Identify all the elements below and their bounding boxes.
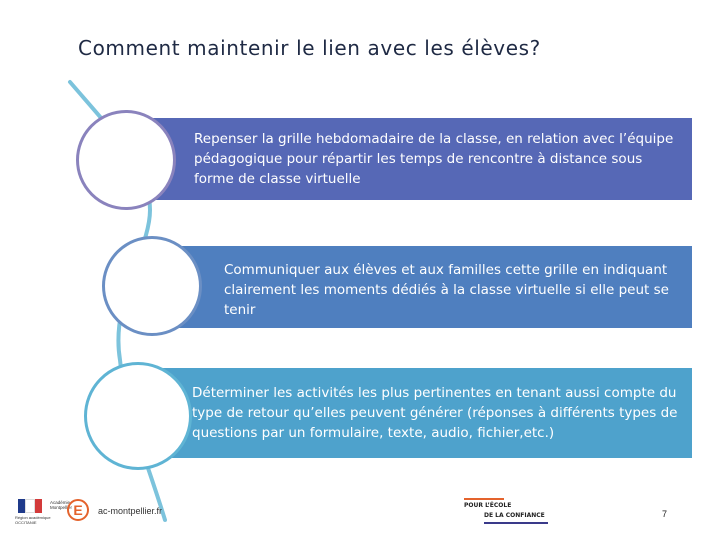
list-item-band-2 bbox=[176, 246, 692, 328]
list-item-band-1 bbox=[150, 118, 692, 200]
list-item-text-2: Communiquer aux élèves et aux familles cette grille en indiquant clairement les moments dédiés à la classe virtuelle si elle peut se tenir bbox=[224, 262, 669, 318]
list-item-text-1: Repenser la grille hebdomadaire de la classe, en relation avec l’équipe pédagogique pour répartir les temps de rencontre à distance sous forme de classe virtuelle bbox=[194, 131, 674, 187]
bullet-circle-3 bbox=[84, 362, 192, 470]
list-item-band-3 bbox=[158, 368, 692, 458]
academy-logo bbox=[12, 496, 172, 530]
slide-title: Comment maintenir le lien avec les élèves? bbox=[78, 36, 541, 60]
bullet-circle-2 bbox=[102, 236, 202, 336]
ecole-confiance-logo bbox=[460, 498, 560, 524]
site-link[interactable]: ac-montpellier.fr bbox=[98, 506, 163, 516]
french-flag-icon bbox=[18, 499, 42, 513]
bullet-circle-1 bbox=[76, 110, 176, 210]
academy-e-icon: E bbox=[67, 499, 89, 521]
academy-label: Académie Montpellier bbox=[50, 500, 73, 510]
list-item-text-3: Déterminer les activités les plus pertinentes en tenant aussi compte du type de retour qu’elles peuvent générer (réponses à différents types de questions par un formulaire, texte, audio, fichier,etc.) bbox=[192, 385, 678, 441]
confiance-line-1: POUR L’ÉCOLE bbox=[464, 502, 512, 509]
region-label: Région académique OCCITANIE bbox=[15, 515, 51, 525]
confiance-line-2: DE LA CONFIANCE bbox=[484, 512, 545, 519]
page-number: 7 bbox=[662, 509, 668, 519]
